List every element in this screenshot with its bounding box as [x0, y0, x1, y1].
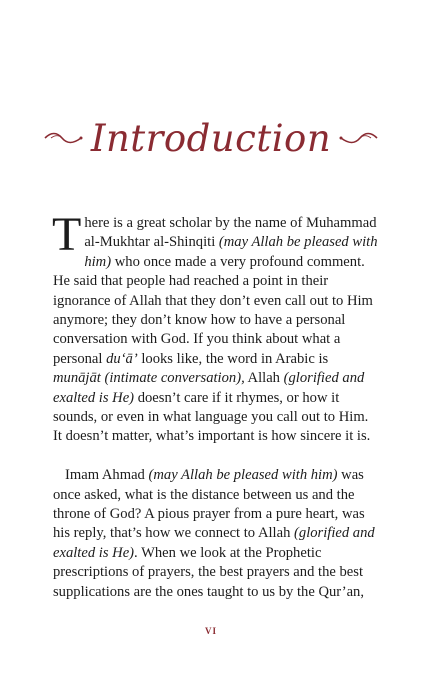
text-run: was once asked, what is the distance between us and the throne of God? A pious prayer from a pure heart, was his reply, that’s how we connect to Allah — [53, 467, 365, 542]
paragraph — [53, 466, 378, 602]
drop-cap: T — [52, 208, 82, 261]
text-run: . When we look at the Prophetic prescriptions of prayers, the best prayers and the best supplications are the ones taught to us by the Qur’an, — [53, 544, 364, 600]
body-text — [52, 208, 378, 602]
chapter-heading — [0, 112, 422, 164]
text-run: here is a great scholar by the name of Muhammad al-Mukhtar al-Shinqiti — [84, 215, 377, 251]
arabic-term: munājāt (intimate conversation), — [53, 370, 245, 387]
swash-ornament-icon — [43, 129, 83, 147]
honorific: (glorified and exalted is He) — [53, 525, 375, 561]
chapter-title: Introduction — [90, 116, 332, 160]
paragraph — [52, 208, 378, 447]
text-run: looks like, the word in Arabic is — [137, 350, 329, 367]
page-number: VI — [204, 626, 217, 636]
honorific: (may Allah be pleased with him) — [148, 467, 338, 484]
text-run: who once made a very profound comment. He said that people had reached a point in their ignorance of Allah that they don’t even call out to Him anymore; they don’t know how to have a personal conversation with God. If you think about what a personal — [53, 253, 373, 367]
swash-ornament-icon — [339, 129, 379, 147]
text-run: doesn’t care if it rhymes, or how it sounds, or even in what language you call out to Him. It doesn’t matter, what’s important is how sincere it is. — [53, 389, 371, 445]
text-run: Allah — [244, 370, 284, 387]
text-run: Imam Ahmad — [65, 467, 149, 484]
honorific: (may Allah be pleased with him) — [84, 234, 378, 270]
arabic-term: du‘ā’ — [106, 350, 138, 367]
honorific: (glorified and exalted is He) — [53, 370, 365, 406]
